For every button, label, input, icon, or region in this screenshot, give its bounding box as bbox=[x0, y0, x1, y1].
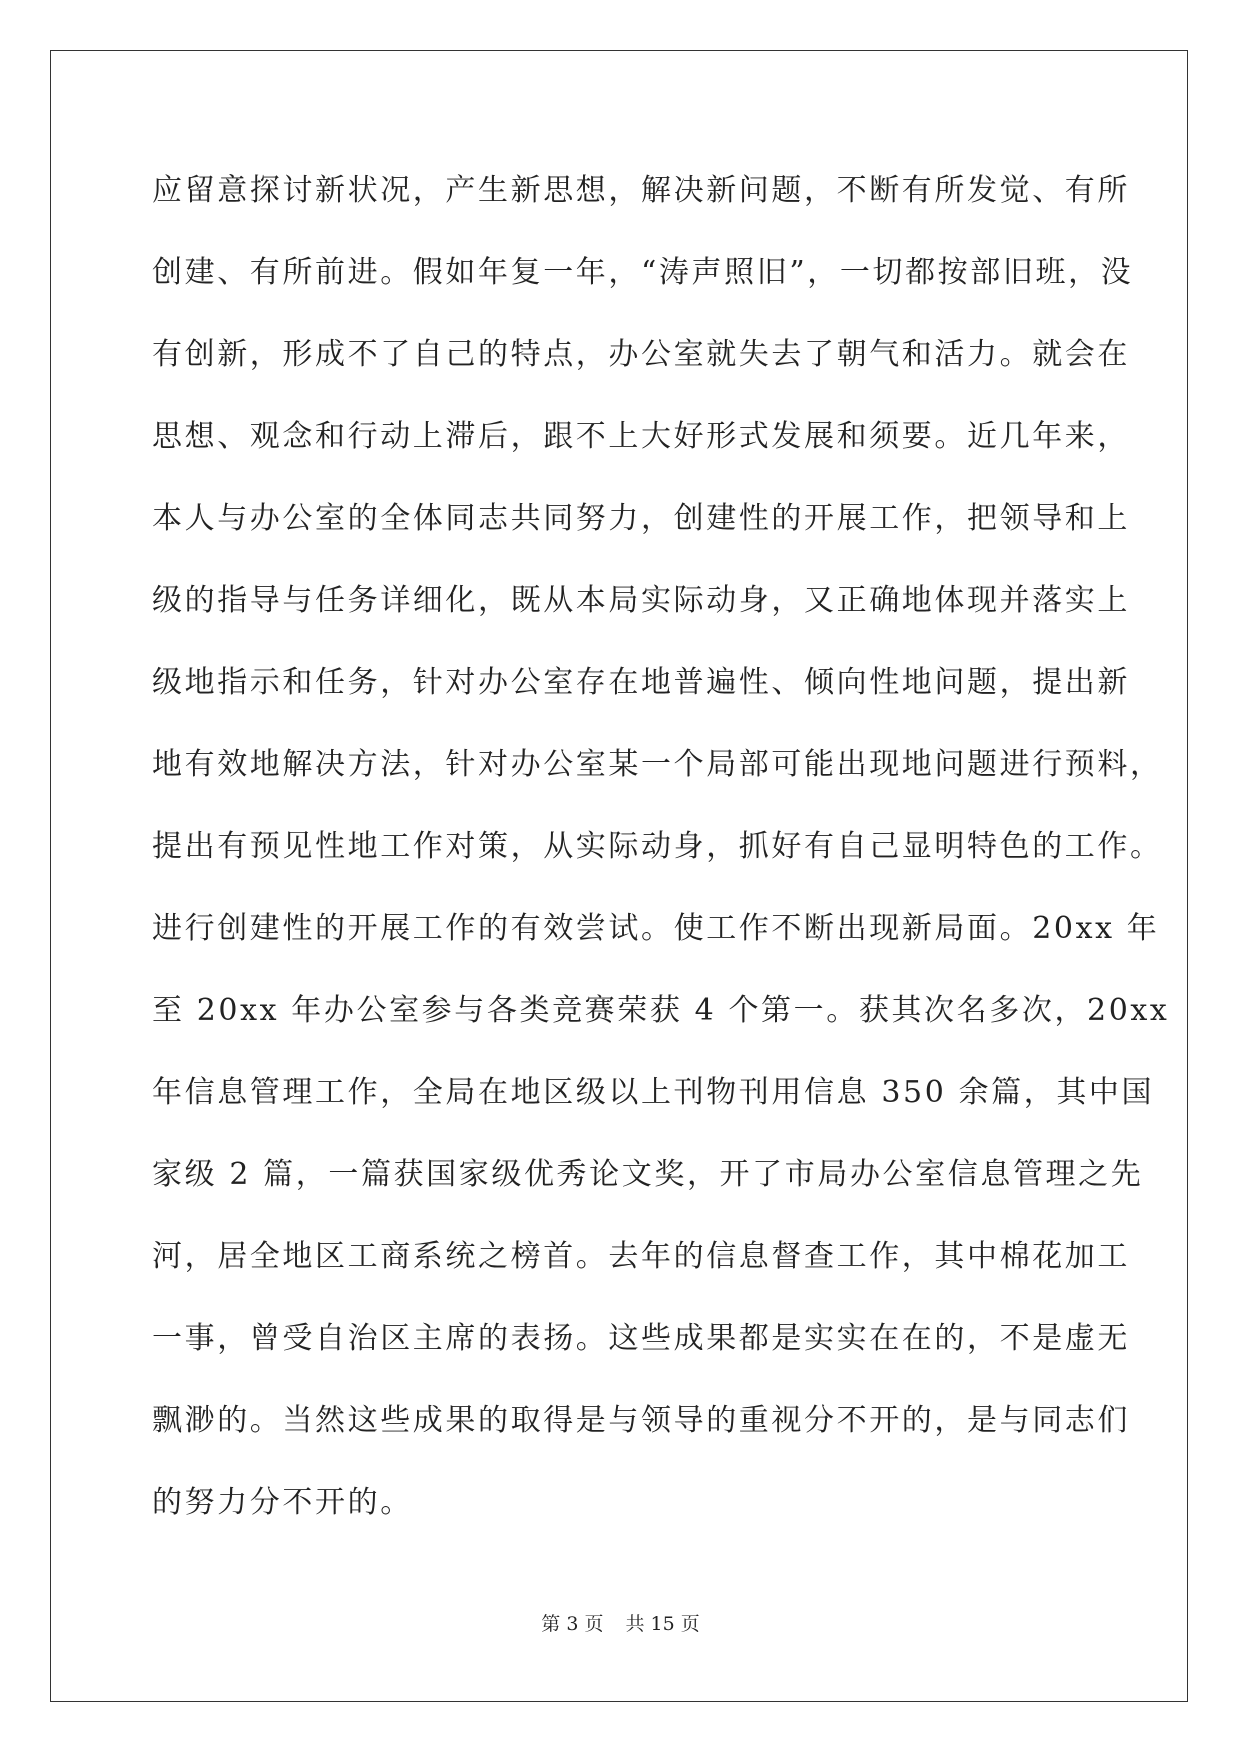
text-line: 级的指导与任务详细化，既从本局实际动身，又正确地体现并落实上 bbox=[152, 583, 1130, 618]
text-line: 提出有预见性地工作对策，从实际动身，抓好有自己显明特色的工作。 bbox=[152, 829, 1163, 864]
text-line: 级地指示和任务，针对办公室存在地普遍性、倾向性地问题，提出新 bbox=[152, 665, 1130, 700]
page-footer bbox=[0, 1612, 1241, 1636]
text-line: 河，居全地区工商系统之榜首。去年的信息督查工作，其中棉花加工 bbox=[152, 1239, 1130, 1274]
text-line: 本人与办公室的全体同志共同努力，创建性的开展工作，把领导和上 bbox=[152, 501, 1130, 536]
text-line: 家级 2 篇，一篇获国家级优秀论文奖，开了市局办公室信息管理之先 bbox=[152, 1157, 1144, 1192]
text-line: 进行创建性的开展工作的有效尝试。使工作不断出现新局面。20xx 年 bbox=[152, 911, 1160, 946]
page-number: 第 3 页 bbox=[541, 1613, 604, 1635]
page-total: 共 15 页 bbox=[625, 1613, 700, 1635]
text-line: 创建、有所前进。假如年复一年，“涛声照旧”，一切都按部旧班，没 bbox=[152, 255, 1134, 290]
text-line: 地有效地解决方法，针对办公室某一个局部可能出现地问题进行预料， bbox=[152, 747, 1163, 782]
body-text bbox=[152, 162, 1170, 1556]
text-line: 应留意探讨新状况，产生新思想，解决新问题，不断有所发觉、有所 bbox=[152, 173, 1130, 208]
text-line: 有创新，形成不了自己的特点，办公室就失去了朝气和活力。就会在 bbox=[152, 337, 1130, 372]
text-line: 飘渺的。当然这些成果的取得是与领导的重视分不开的，是与同志们 bbox=[152, 1403, 1130, 1438]
text-line: 思想、观念和行动上滞后，跟不上大好形式发展和须要。近几年来， bbox=[152, 419, 1130, 454]
text-line: 一事，曾受自治区主席的表扬。这些成果都是实实在在的，不是虚无 bbox=[152, 1321, 1130, 1356]
text-line: 至 20xx 年办公室参与各类竞赛荣获 4 个第一。获其次名多次，20xx bbox=[152, 993, 1170, 1028]
text-line: 年信息管理工作，全局在地区级以上刊物刊用信息 350 余篇，其中国 bbox=[152, 1075, 1155, 1110]
text-line: 的努力分不开的。 bbox=[152, 1485, 413, 1520]
